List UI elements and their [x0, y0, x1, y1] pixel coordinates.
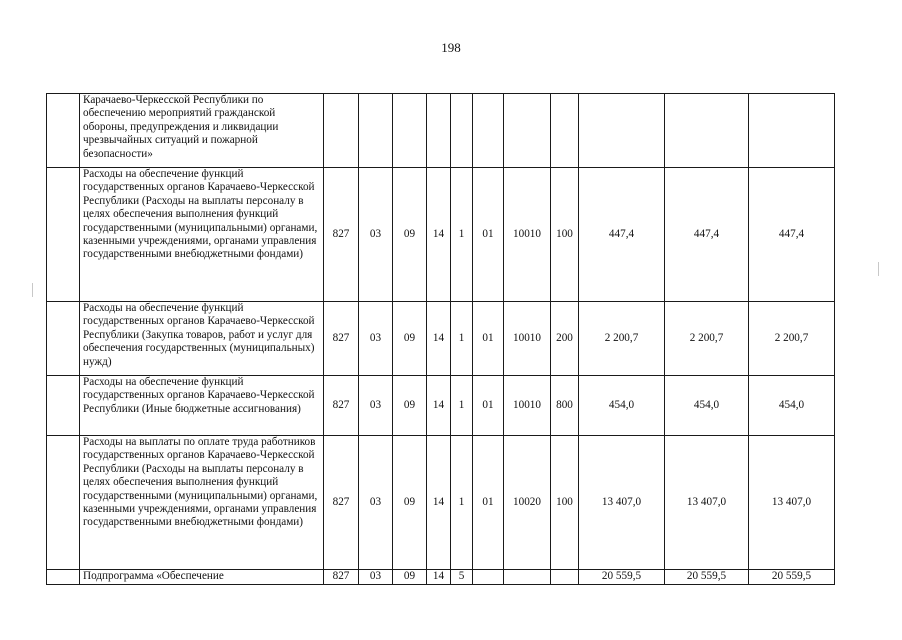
section-cell: 03	[359, 570, 393, 585]
direction-cell	[504, 94, 551, 168]
direction-cell: 10020	[504, 436, 551, 570]
description-cell: Расходы на обеспечение функций государственных органов Карачаево-Черкесской Республики (Закупка товаров, работ и услуг для обеспечения государственных (муниципальных) нужд)	[80, 302, 324, 376]
table-row	[47, 436, 835, 570]
section-cell: 03	[359, 302, 393, 376]
description-cell: Расходы на обеспечение функций государственных органов Карачаево-Черкесской Республики (Расходы на выплаты персоналу в целях обеспечения выполнения функций государственными (муниципальными) органами, казенными учреждениями, органами управления государственными внебюджетными фондами)	[80, 168, 324, 302]
amount-3-cell: 20 559,5	[749, 570, 835, 585]
subprogram-cell: 1	[451, 376, 473, 436]
amount-2-cell: 2 200,7	[665, 302, 749, 376]
amount-2-cell: 447,4	[665, 168, 749, 302]
ministry-cell: 827	[324, 570, 359, 585]
section-cell	[359, 94, 393, 168]
table-row	[47, 94, 835, 168]
row-index-cell	[47, 168, 80, 302]
direction-cell: 10010	[504, 376, 551, 436]
row-index-cell	[47, 570, 80, 585]
subsection-cell: 09	[393, 302, 427, 376]
amount-3-cell: 447,4	[749, 168, 835, 302]
subsection-cell: 09	[393, 168, 427, 302]
main-event-cell: 01	[473, 376, 504, 436]
amount-1-cell: 447,4	[579, 168, 665, 302]
program-cell: 14	[427, 570, 451, 585]
expense-type-cell	[551, 570, 579, 585]
expense-type-cell: 100	[551, 436, 579, 570]
description-cell: Расходы на выплаты по оплате труда работников государственных органов Карачаево-Черкесской Республики (Расходы на выплаты персоналу в целях обеспечения выполнения функций государственными (муниципальными) органами, казенными учреждениями, органами управления государственными внебюджетными фондами)	[80, 436, 324, 570]
direction-cell	[504, 570, 551, 585]
ministry-cell: 827	[324, 376, 359, 436]
section-cell: 03	[359, 436, 393, 570]
subsection-cell: 09	[393, 436, 427, 570]
program-cell: 14	[427, 376, 451, 436]
budget-table	[46, 93, 835, 585]
subprogram-cell: 1	[451, 168, 473, 302]
subprogram-cell: 1	[451, 302, 473, 376]
subsection-cell: 09	[393, 570, 427, 585]
amount-2-cell	[665, 94, 749, 168]
direction-cell: 10010	[504, 302, 551, 376]
amount-3-cell: 2 200,7	[749, 302, 835, 376]
amount-1-cell	[579, 94, 665, 168]
amount-2-cell: 13 407,0	[665, 436, 749, 570]
subprogram-cell	[451, 94, 473, 168]
description-cell: Расходы на обеспечение функций государственных органов Карачаево-Черкесской Республики (Иные бюджетные ассигнования)	[80, 376, 324, 436]
expense-type-cell	[551, 94, 579, 168]
amount-2-cell: 454,0	[665, 376, 749, 436]
scan-artifact	[878, 262, 879, 276]
page-number: 198	[441, 40, 461, 55]
main-event-cell: 01	[473, 168, 504, 302]
main-event-cell: 01	[473, 436, 504, 570]
main-event-cell	[473, 570, 504, 585]
amount-1-cell: 454,0	[579, 376, 665, 436]
amount-3-cell: 454,0	[749, 376, 835, 436]
ministry-cell: 827	[324, 168, 359, 302]
row-index-cell	[47, 94, 80, 168]
amount-3-cell	[749, 94, 835, 168]
description-cell: Подпрограмма «Обеспечение	[80, 570, 324, 585]
amount-1-cell: 20 559,5	[579, 570, 665, 585]
main-event-cell: 01	[473, 302, 504, 376]
expense-type-cell: 800	[551, 376, 579, 436]
amount-1-cell: 2 200,7	[579, 302, 665, 376]
amount-1-cell: 13 407,0	[579, 436, 665, 570]
subprogram-cell: 1	[451, 436, 473, 570]
program-cell: 14	[427, 302, 451, 376]
section-cell: 03	[359, 376, 393, 436]
scan-artifact	[32, 283, 33, 297]
row-index-cell	[47, 436, 80, 570]
subsection-cell	[393, 94, 427, 168]
main-event-cell	[473, 94, 504, 168]
direction-cell: 10010	[504, 168, 551, 302]
description-cell: Карачаево-Черкесской Республики по обеспечению мероприятий гражданской обороны, предупреждения и ликвидации чрезвычайных ситуаций и пожарной безопасности»	[80, 94, 324, 168]
expense-type-cell: 200	[551, 302, 579, 376]
program-cell: 14	[427, 436, 451, 570]
subsection-cell: 09	[393, 376, 427, 436]
ministry-cell: 827	[324, 436, 359, 570]
program-cell	[427, 94, 451, 168]
expense-type-cell: 100	[551, 168, 579, 302]
ministry-cell: 827	[324, 302, 359, 376]
amount-3-cell: 13 407,0	[749, 436, 835, 570]
row-index-cell	[47, 376, 80, 436]
section-cell: 03	[359, 168, 393, 302]
table-row	[47, 302, 835, 376]
table-row	[47, 168, 835, 302]
ministry-cell	[324, 94, 359, 168]
table-row	[47, 570, 835, 585]
table-row	[47, 376, 835, 436]
amount-2-cell: 20 559,5	[665, 570, 749, 585]
row-index-cell	[47, 302, 80, 376]
program-cell: 14	[427, 168, 451, 302]
subprogram-cell: 5	[451, 570, 473, 585]
